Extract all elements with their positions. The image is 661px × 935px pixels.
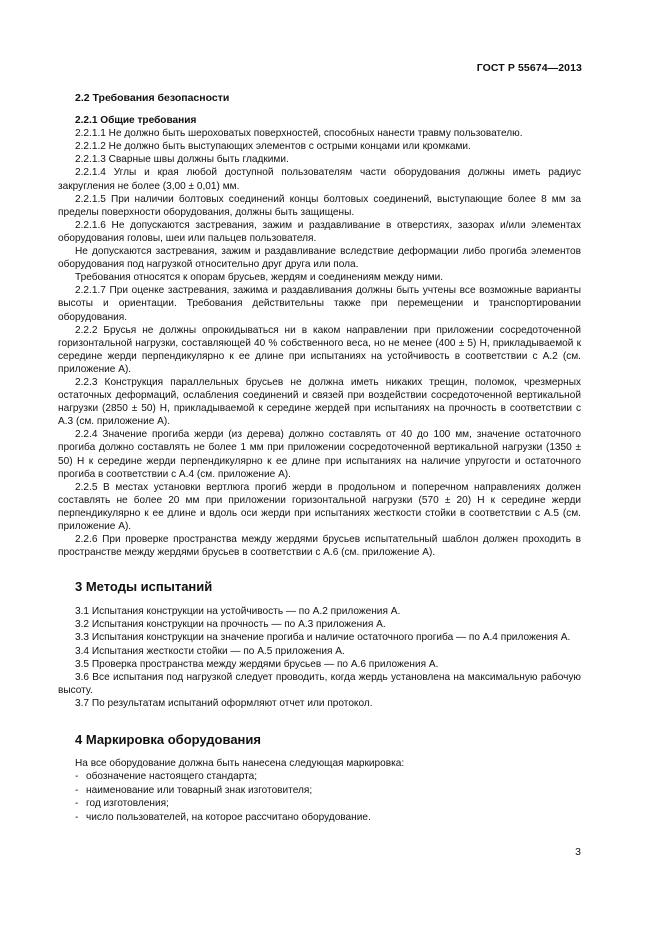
paragraph-requirements-scope: Требования относятся к опорам брусьев, жердям и соединениям между ними. — [75, 272, 444, 284]
marking-intro: На все оборудование должна быть нанесена следующая маркировка: — [75, 758, 405, 770]
paragraph-2-2-1-4: 2.2.1.4 Углы и края любой доступной пользователям части оборудования должны иметь радиус закругления не более (3,00 ± 0,01) мм. — [58, 167, 581, 192]
paragraph-2-2-2: 2.2.2 Брусья не должны опрокидываться ни в каком направлении при приложении сосредоточенной горизонтальной нагрузки, составляющей 40 % собственного веса, но не менее (400 ± 5) Н, прикладываемой к середине жерди перпендикулярно к ее длине при испытаниях на устойчивость в соответствии с А.2 (см. приложение А). — [58, 324, 581, 375]
paragraph-deformation: Не допускаются застревания, зажим и раздавливание вследствие деформации либо прогиба элементов оборудования под нагрузкой относительно друг друга или пола. — [58, 246, 581, 271]
paragraph-2-2-1-5: 2.2.1.5 При наличии болтовых соединений концы болтовых соединений, выступающие более 8 мм за пределы поверхности оборудования, должны быть защищены. — [58, 193, 581, 218]
section-4-heading: 4 Маркировка оборудования — [75, 732, 261, 748]
paragraph-2-2-1-3: 2.2.1.3 Сварные швы должны быть гладкими. — [75, 154, 289, 166]
marking-list — [58, 770, 581, 824]
paragraph-2-2-1-1: 2.2.1.1 Не должно быть шероховатых поверхностей, способных нанести травму пользователю. — [75, 128, 523, 140]
test-item-3-7: 3.7 По результатам испытаний оформляют отчет или протокол. — [75, 697, 373, 709]
paragraph-2-2-6: 2.2.6 При проверке пространства между жердями брусьев испытательный шаблон должен проходить в пространстве между жердями брусьев в соответствии с А.6 (см. приложение А). — [58, 534, 581, 559]
test-item-3-6: 3.6 Все испытания под нагрузкой следует проводить, когда жердь установлена на максимальную рабочую высоту. — [58, 671, 581, 696]
document-id-header: ГОСТ Р 55674—2013 — [476, 62, 582, 74]
test-item-3-1: 3.1 Испытания конструкции на устойчивость — по А.2 приложения А. — [75, 606, 401, 618]
list-item: - число пользователей, на которое рассчитано оборудование. — [75, 811, 581, 825]
list-item: - обозначение настоящего стандарта; — [75, 770, 581, 784]
test-item-3-5: 3.5 Проверка пространства между жердями брусьев — по А.6 приложения А. — [75, 658, 439, 670]
paragraph-2-2-4: 2.2.4 Значение прогиба жерди (из дерева) должно составлять от 40 до 100 мм, значение остаточного прогиба должно составлять не более 1 мм при приложении сосредоточенной вертикальной нагрузки (1350 ± 50) Н к середине жерди перпендикулярно к ее длине при испытаниях на наличие упругости и остаточного прогиба в соответствии с А.4 (см. приложение А). — [58, 429, 581, 480]
test-item-3-2: 3.2 Испытания конструкции на прочность — по А.3 приложения А. — [75, 619, 386, 631]
section-3-heading: 3 Методы испытаний — [75, 579, 213, 595]
page-content — [58, 92, 581, 825]
paragraph-2-2-1-6: 2.2.1.6 Не допускаются застревания, зажим и раздавливание в отверстиях, зазорах и/или элементах оборудования головы, шеи или пальцев пользователя. — [58, 219, 581, 244]
test-item-3-3: 3.3 Испытания конструкции на значение прогиба и наличие остаточного прогиба — по А.4 приложения А. — [75, 632, 571, 644]
test-item-3-4: 3.4 Испытания жесткости стойки — по А.5 приложения А. — [75, 645, 345, 657]
page-number: 3 — [575, 846, 581, 858]
list-item: - год изготовления; — [75, 797, 581, 811]
list-item: - наименование или товарный знак изготовителя; — [75, 784, 581, 798]
paragraph-2-2-1-2: 2.2.1.2 Не должно быть выступающих элементов с острыми концами или кромками. — [75, 141, 471, 153]
paragraph-2-2-1-7: 2.2.1.7 При оценке застревания, зажима и раздавливания должны быть учтены все возможные варианты высоты и ориентации. Требования действительны также при перемещении и транспортировании оборудования. — [58, 285, 581, 323]
paragraph-2-2-3: 2.2.3 Конструкция параллельных брусьев не должна иметь никаких трещин, поломок, чрезмерных остаточных деформаций, ослабления соединений и связей при воздействии сосредоточенной вертикальной нагрузки (2850 ± 50) Н, прикладываемой к середине жердей при испытаниях на прочность в соответствии с А.3 (см. приложение А). — [58, 376, 581, 428]
section-2-2-heading: 2.2 Требования безопасности — [75, 92, 230, 104]
section-2-2-1-heading: 2.2.1 Общие требования — [75, 115, 197, 127]
paragraph-2-2-5: 2.2.5 В местах установки вертлюга прогиб жерди в продольном и поперечном направлениях должен составлять не более 20 мм при приложении горизонтальной нагрузки (570 ± 20) Н к середине жерди перпендикулярно к ее длине и вдоль оси жерди при испытаниях жесткости стойки в соответствии с А.5 (см. приложение А). — [58, 481, 581, 532]
